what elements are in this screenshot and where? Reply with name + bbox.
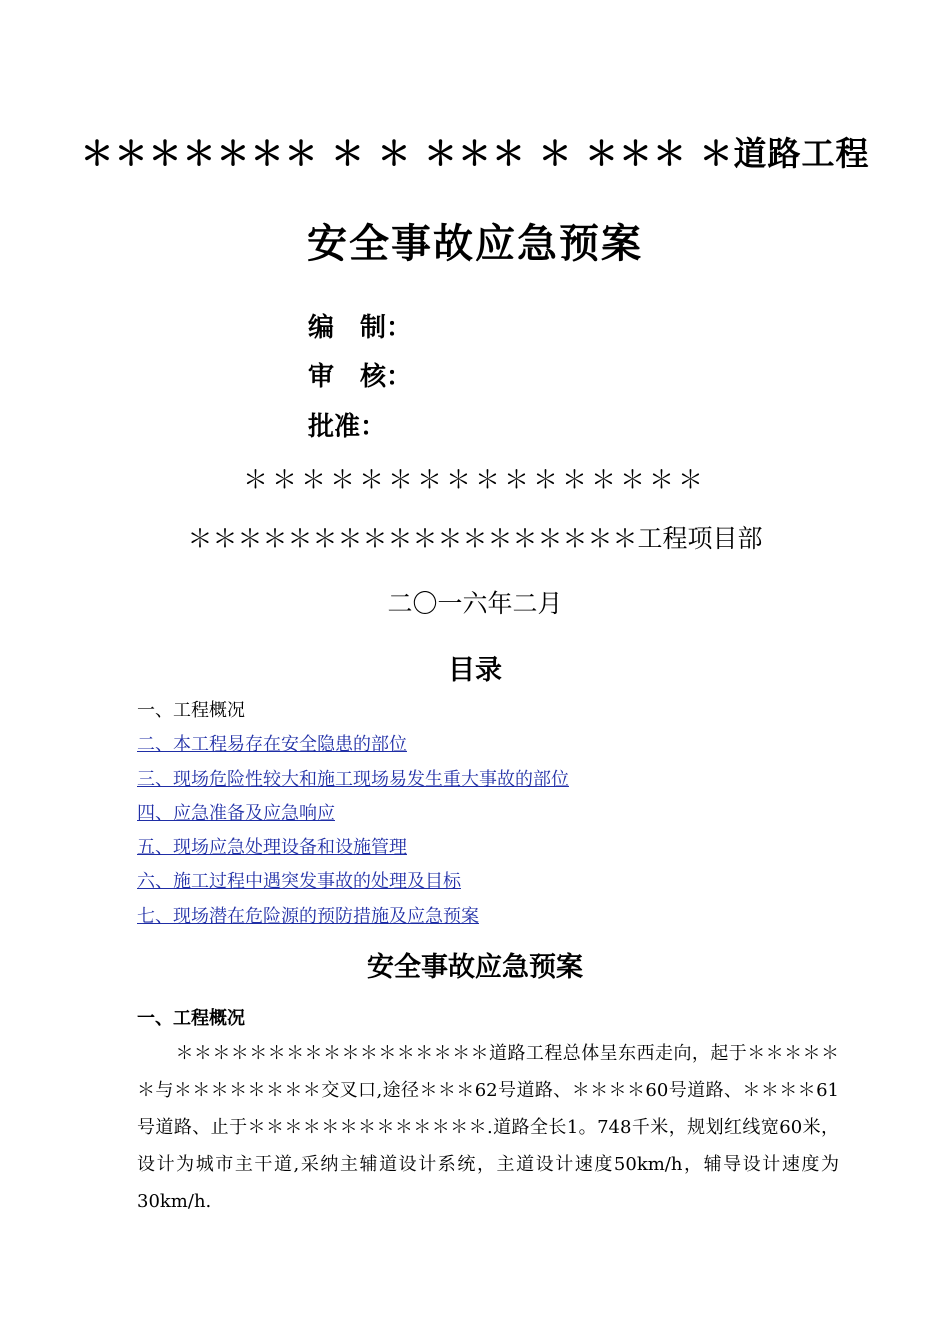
cover-title-line2: 安全事故应急预案 (307, 220, 643, 267)
toc-item[interactable] (137, 869, 569, 903)
toc-item[interactable] (137, 732, 569, 766)
toc-link-2[interactable]: 二、本工程易存在安全隐患的部位 (137, 734, 407, 756)
toc-link-4[interactable]: 四、应急准备及应急响应 (137, 802, 335, 824)
cover-date: 二〇一六年二月 (387, 589, 563, 618)
toc-title: 目录 (448, 655, 502, 686)
section1-paragraph (137, 1035, 839, 1220)
organization-line2: ＊＊＊＊＊＊＊＊＊＊＊＊＊＊＊＊＊＊工程项目部 (187, 524, 763, 553)
toc-item[interactable] (137, 904, 569, 938)
toc-item[interactable] (137, 767, 569, 801)
table-of-contents (137, 698, 569, 938)
toc-item[interactable] (137, 835, 569, 869)
toc-link-6[interactable]: 六、施工过程中遇突发事故的处理及目标 (137, 871, 461, 893)
toc-item[interactable] (137, 801, 569, 835)
document-title: 安全事故应急预案 (367, 952, 583, 983)
organization-line1: ＊＊＊＊＊＊＊＊＊＊＊＊＊＊＊＊ (242, 465, 707, 494)
section1-text: ＊＊＊＊＊＊＊＊＊＊＊＊＊＊＊＊＊道路工程总体呈东西走向，起于＊＊＊＊＊＊与＊＊＊＊＊＊＊＊交叉口,途径＊＊＊62号道路、＊＊＊＊60号道路、＊＊＊＊61号道路、止于＊＊＊＊＊＊＊＊＊＊＊＊＊.道路全长1。748千米，规划红线宽60米，设计为城市主干道,采纳主辅道设计系统，主道设计速度50km/h，辅导设计速度为30km/h. (137, 1043, 839, 1212)
toc-link-7[interactable]: 七、现场潜在危险源的预防措施及应急预案 (137, 905, 479, 927)
sign-review-label: 审 核： (308, 362, 413, 392)
toc-link-3[interactable]: 三、现场危险性较大和施工现场易发生重大事故的部位 (137, 768, 569, 790)
section1-heading: 一、工程概况 (137, 1008, 245, 1029)
cover-title-line1: ＊＊＊＊＊＊＊ ＊ ＊ ＊＊＊ ＊ ＊＊＊ ＊道路工程 (80, 134, 870, 173)
toc-link-5[interactable]: 五、现场应急处理设备和设施管理 (137, 837, 407, 859)
sign-compile-label: 编 制： (308, 313, 413, 343)
toc-item (137, 698, 569, 732)
sign-approve-label: 批准： (308, 412, 387, 442)
toc-item-1: 一、工程概况 (137, 700, 245, 721)
